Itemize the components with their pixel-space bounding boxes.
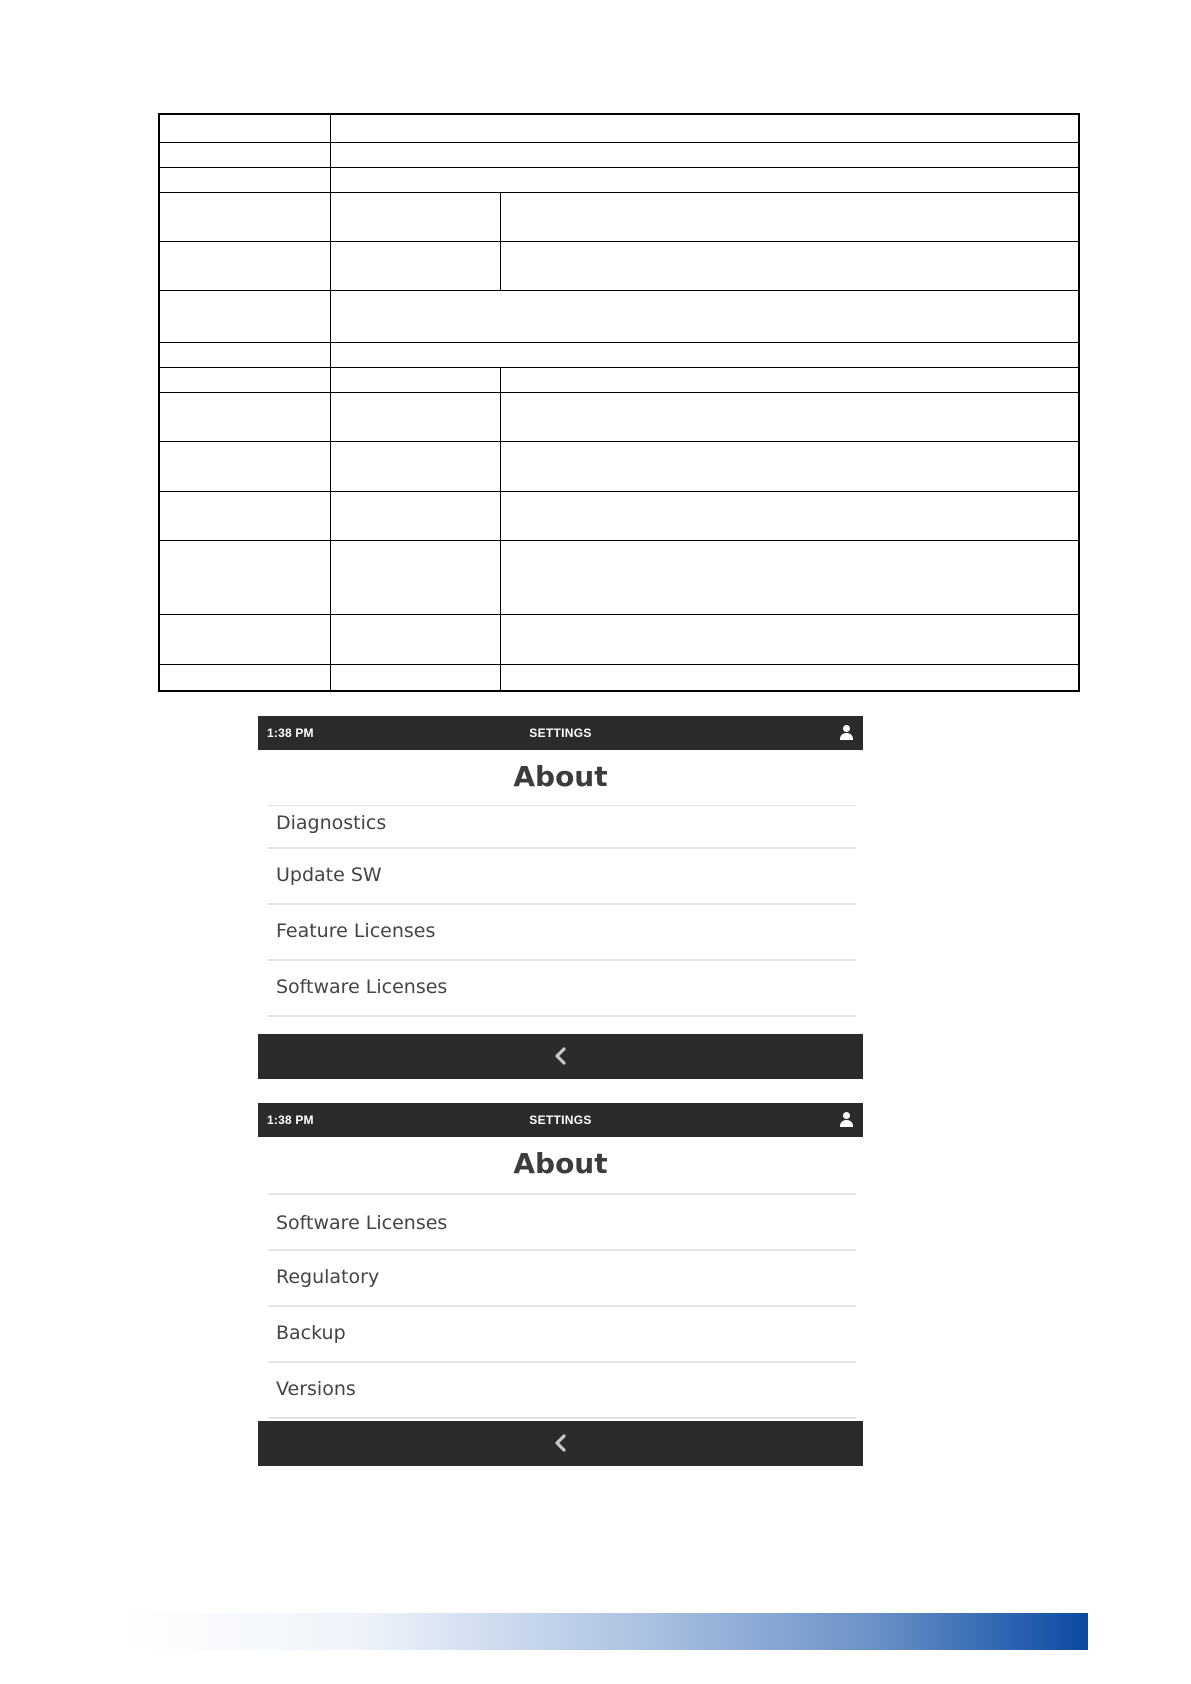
table-col-rule	[330, 115, 331, 690]
table-row-rule	[160, 441, 1078, 442]
footer-gradient-band	[120, 1613, 1088, 1650]
menu-item-label: Software Licenses	[276, 976, 448, 998]
status-title: SETTINGS	[529, 726, 592, 740]
chevron-left-icon[interactable]	[551, 1046, 571, 1066]
user-icon[interactable]	[839, 1112, 853, 1128]
table-row-rule	[160, 664, 1078, 665]
about-screen-2	[258, 1103, 863, 1467]
menu-item-label: Backup	[276, 1322, 346, 1344]
menu-item-backup[interactable]	[268, 1307, 856, 1363]
table-row-rule	[160, 614, 1078, 615]
page-title: About	[513, 1147, 608, 1180]
table-row-rule	[160, 241, 1078, 242]
table-row-rule	[160, 491, 1078, 492]
table-row-rule	[160, 167, 1078, 168]
table-row-rule	[160, 367, 1078, 368]
table-row-rule	[160, 392, 1078, 393]
bottom-nav-bar	[258, 1034, 863, 1079]
chevron-left-icon[interactable]	[551, 1433, 571, 1453]
page-title: About	[513, 760, 608, 793]
status-bar	[258, 716, 863, 750]
table-row-rule	[160, 290, 1078, 291]
table-row-rule	[160, 342, 1078, 343]
status-bar	[258, 1103, 863, 1137]
menu-item-label: Versions	[276, 1378, 356, 1400]
menu-item-regulatory[interactable]	[268, 1251, 856, 1307]
status-time: 1:38 PM	[267, 1113, 314, 1127]
menu-item-versions[interactable]	[268, 1363, 856, 1419]
bottom-nav-bar	[258, 1421, 863, 1466]
menu-item-software-licenses[interactable]	[268, 1193, 856, 1251]
menu-item-label: Feature Licenses	[276, 920, 436, 942]
menu-item-software-licenses[interactable]	[268, 961, 856, 1017]
about-screen-1	[258, 716, 863, 1080]
menu-item-label: Regulatory	[276, 1266, 380, 1288]
table-border	[158, 113, 1080, 692]
menu-item-label: Software Licenses	[276, 1212, 448, 1234]
table-row-rule	[160, 192, 1078, 193]
table-row-rule	[160, 540, 1078, 541]
status-title: SETTINGS	[529, 1113, 592, 1127]
menu-item-update-sw[interactable]	[268, 849, 856, 905]
status-time: 1:38 PM	[267, 726, 314, 740]
table-col-rule	[500, 367, 501, 690]
table-row-rule	[160, 142, 1078, 143]
menu-item-label: Update SW	[276, 864, 382, 886]
menu-item-label: Diagnostics	[276, 812, 387, 834]
menu-item-feature-licenses[interactable]	[268, 905, 856, 961]
table-col-rule	[500, 192, 501, 290]
empty-table	[158, 113, 1080, 692]
user-icon[interactable]	[839, 725, 853, 741]
menu-item-diagnostics[interactable]	[268, 805, 856, 849]
